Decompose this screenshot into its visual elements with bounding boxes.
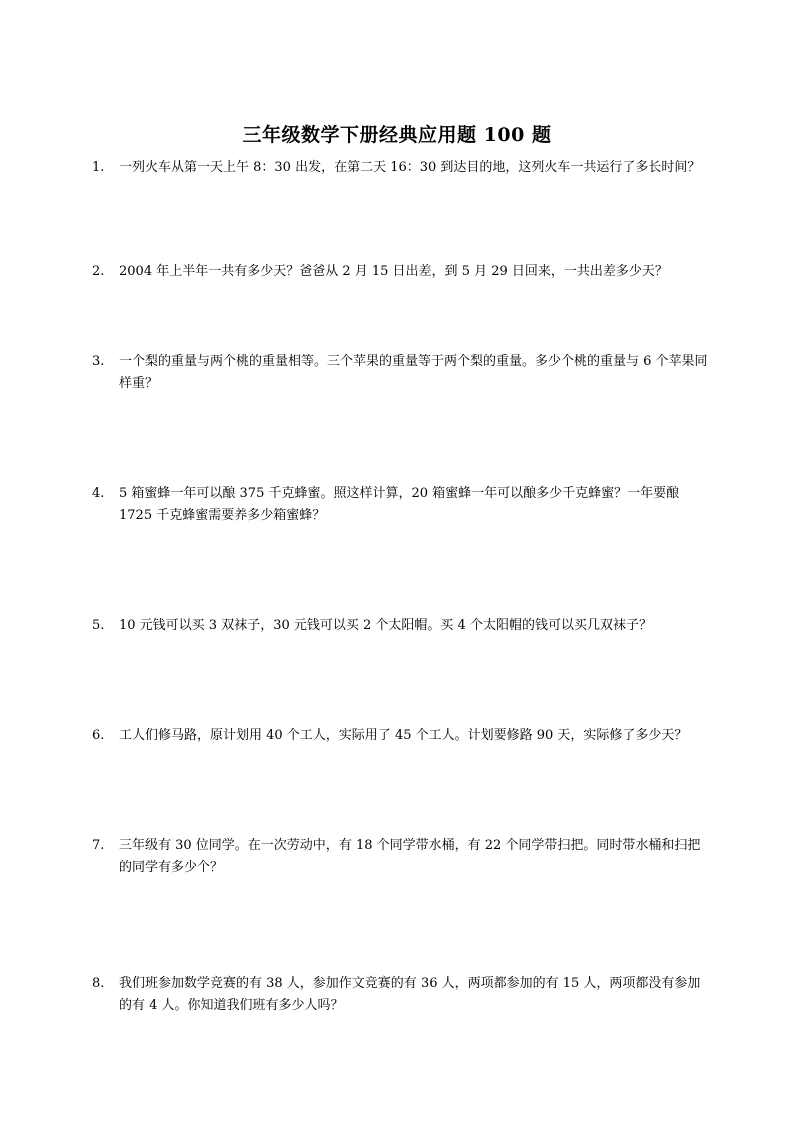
question-text: 10 元钱可以买 3 双袜子，30 元钱可以买 2 个太阳帽。买 4 个太阳帽的钱可以买几双袜子？	[119, 618, 652, 633]
question-number: 4.	[92, 486, 105, 501]
question-number: 5.	[92, 618, 105, 633]
question-text: 我们班参加数学竞赛的有 38 人，参加作文竞赛的有 36 人，两项都参加的有 15 人，两项都没有参加的有 4 人。你知道我们班有多少人吗？	[119, 976, 701, 1013]
page-title: 三年级数学下册经典应用题 100 题	[242, 124, 552, 146]
question-item	[92, 261, 712, 283]
question-text: 工人们修马路，原计划用 40 个工人，实际用了 45 个工人。计划要修路 90 天，实际修了多少天？	[119, 728, 688, 743]
question-number: 3.	[92, 354, 105, 369]
question-text: 三年级有 30 位同学。在一次劳动中，有 18 个同学带水桶，有 22 个同学带扫把。同时带水桶和扫把的同学有多少个？	[119, 838, 701, 875]
question-number: 8.	[92, 976, 105, 991]
question-number: 1.	[92, 160, 105, 175]
question-number: 6.	[92, 728, 105, 743]
question-text: 5 箱蜜蜂一年可以酿 375 千克蜂蜜。照这样计算，20 箱蜜蜂一年可以酿多少千克蜂蜜？一年要酿 1725 千克蜂蜜需要养多少箱蜜蜂？	[119, 486, 680, 523]
question-item	[92, 351, 712, 395]
question-item	[92, 725, 712, 747]
question-text: 一列火车从第一天上午 8：30 出发，在第二天 16：30 到达目的地，这列火车一共运行了多长时间？	[119, 160, 701, 175]
question-item	[92, 483, 712, 527]
question-text: 一个梨的重量与两个桃的重量相等。三个苹果的重量等于两个梨的重量。多少个桃的重量与 6 个苹果同样重？	[119, 354, 708, 391]
question-number: 2.	[92, 264, 105, 279]
question-number: 7.	[92, 838, 105, 853]
question-item	[92, 835, 712, 879]
question-item	[92, 973, 712, 1017]
question-text: 2004 年上半年一共有多少天？爸爸从 2 月 15 日出差，到 5 月 29 日回来，一共出差多少天？	[119, 264, 668, 279]
question-item	[92, 157, 712, 179]
question-item	[92, 615, 712, 637]
